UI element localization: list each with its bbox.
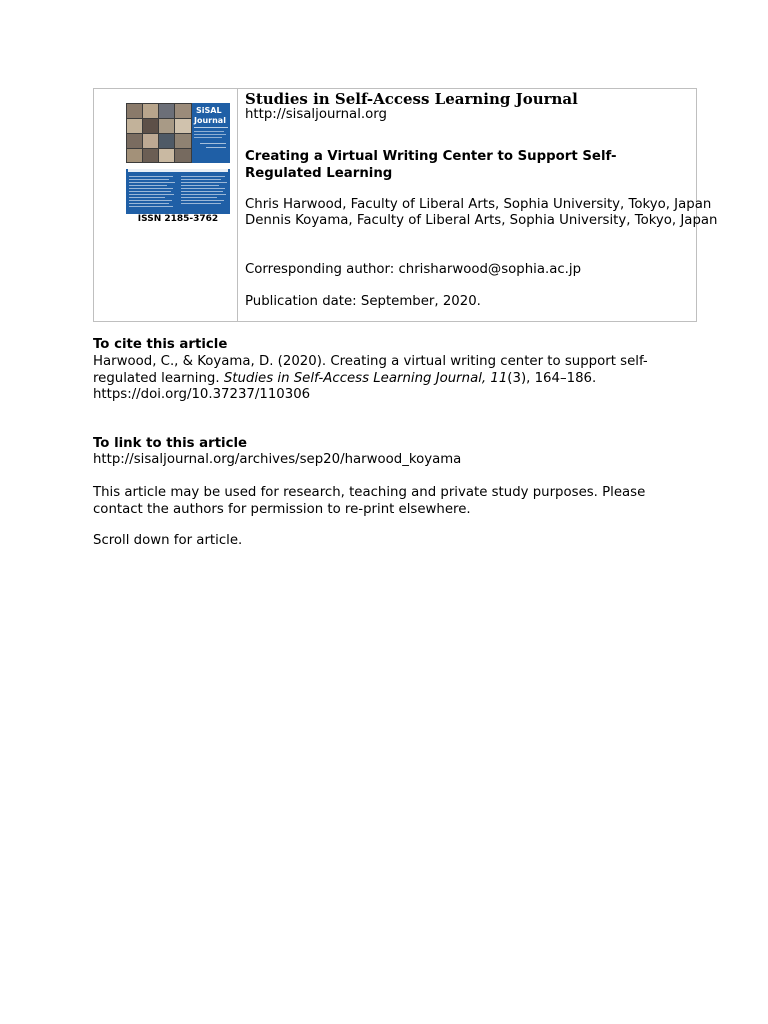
author-line: Dennis Koyama, Faculty of Liberal Arts, Sophia University, Tokyo, Japan: [245, 213, 718, 228]
article-link[interactable]: http://sisaljournal.org/archives/sep20/harwood_koyama: [93, 452, 462, 467]
cite-heading: To cite this article: [93, 337, 228, 352]
article-title: Creating a Virtual Writing Center to Support Self-Regulated Learning: [245, 149, 617, 181]
journal-url[interactable]: http://sisaljournal.org: [245, 107, 387, 122]
svg-text:SiSAL: SiSAL: [196, 106, 222, 115]
svg-text:Journal: Journal: [194, 116, 226, 125]
journal-cover-image: [126, 103, 230, 214]
link-heading: To link to this article: [93, 436, 248, 451]
citation-part2: (3), 164–186.: [507, 370, 597, 386]
corresponding-author: Corresponding author: chrisharwood@sophia.ac.jp: [245, 262, 582, 277]
citation-doi[interactable]: https://doi.org/10.37237/110306: [93, 387, 311, 402]
permission-notice: This article may be used for research, teaching and private study purposes. Please contact the authors for permission to re-print elsewhere.: [93, 485, 646, 517]
author-line: Chris Harwood, Faculty of Liberal Arts, Sophia University, Tokyo, Japan: [245, 197, 712, 212]
cover-photo-grid: [126, 103, 192, 163]
citation-text: [93, 354, 693, 387]
citation-journal: Studies in Self-Access Learning Journal, 11: [223, 370, 508, 386]
issn-label: ISSN 2185-3762: [137, 214, 219, 224]
scroll-notice: Scroll down for article.: [93, 533, 243, 548]
article-info-cell: [238, 89, 718, 321]
cover-cell: [94, 89, 238, 321]
publication-date: Publication date: September, 2020.: [245, 294, 481, 309]
article-header-table: [93, 88, 718, 322]
citation-part1: Harwood, C., & Koyama, D. (2020). Creating a virtual writing center to support self-regulated learning.: [93, 354, 648, 386]
journal-title: Studies in Self-Access Learning Journal: [245, 90, 578, 108]
